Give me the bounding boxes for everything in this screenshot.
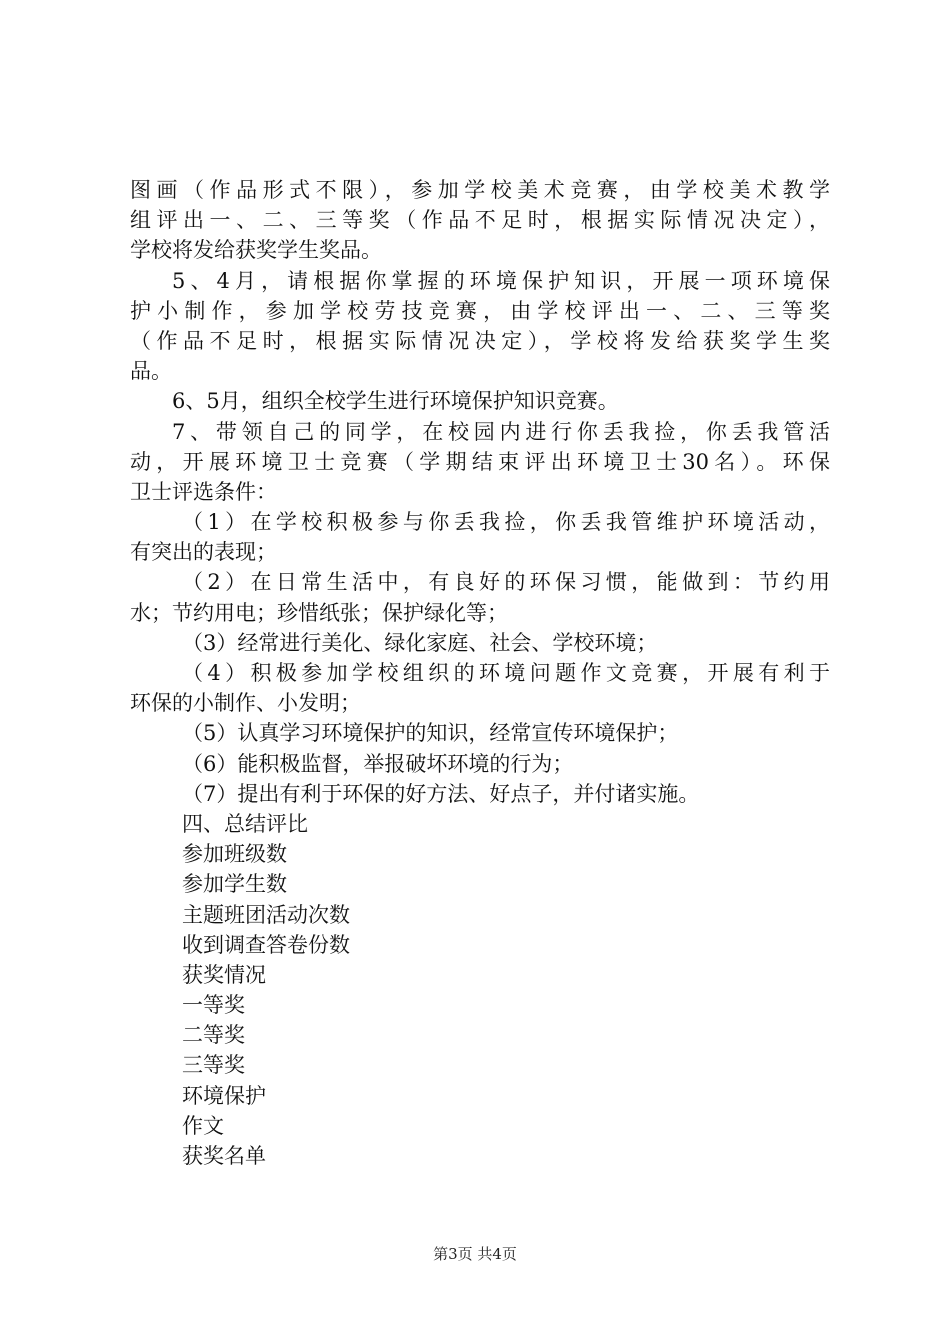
- criteria-item: （6）能积极监督，举报破坏环境的行为；: [182, 751, 574, 776]
- criteria-item: （3）经常进行美化、绿化家庭、社会、学校环境；: [182, 630, 658, 655]
- page-footer: 第3页 共4页: [433, 1245, 517, 1263]
- paragraph-line: （作品不足时，根据实际情况决定），学校将发给获奖学生奖: [130, 328, 830, 353]
- summary-item: 一等奖: [182, 993, 245, 1018]
- paragraph-line: 5、4月，请根据你掌握的环境保护知识，开展一项环境保: [172, 268, 830, 293]
- summary-item: 参加班级数: [182, 842, 287, 867]
- paragraph-line: 卫士评选条件：: [130, 479, 277, 504]
- summary-item: 二等奖: [182, 1023, 245, 1048]
- paragraph-line: 品。: [130, 359, 172, 384]
- paragraph-line: 学校将发给获奖学生奖品。: [130, 238, 382, 263]
- summary-item: 收到调查答卷份数: [182, 932, 350, 957]
- paragraph-line: 护小制作，参加学校劳技竞赛，由学校评出一、二、三等奖: [130, 298, 830, 323]
- paragraph-line: 6、5月，组织全校学生进行环境保护知识竞赛。: [172, 389, 619, 414]
- section-heading: 四、总结评比: [182, 811, 308, 836]
- paragraph-line: 图画（作品形式不限），参加学校美术竞赛，由学校美术教学: [130, 178, 830, 202]
- summary-item: 三等奖: [182, 1053, 245, 1078]
- summary-item: 获奖情况: [182, 962, 266, 987]
- summary-item: 环境保护: [182, 1083, 266, 1108]
- criteria-item: （5）认真学习环境保护的知识，经常宣传环境保护；: [182, 721, 679, 746]
- criteria-item: （2）在日常生活中，有良好的环保习惯，能做到：节约用: [182, 570, 830, 595]
- paragraph-line: 有突出的表现；: [130, 540, 277, 565]
- summary-item: 参加学生数: [182, 872, 287, 897]
- document-body: [130, 175, 830, 1171]
- summary-item: 获奖名单: [182, 1144, 266, 1168]
- summary-item: 作文: [182, 1113, 224, 1138]
- paragraph-line: 7、带领自己的同学，在校园内进行你丢我捡，你丢我管活: [172, 419, 830, 444]
- criteria-item: （1）在学校积极参与你丢我捡，你丢我管维护环境活动，: [182, 510, 830, 535]
- paragraph-line: 水；节约用电；珍惜纸张；保护绿化等；: [130, 600, 508, 625]
- paragraph-line: 组评出一、二、三等奖（作品不足时，根据实际情况决定），: [130, 208, 830, 233]
- summary-item: 主题班团活动次数: [182, 902, 350, 927]
- paragraph-line: 动，开展环境卫士竞赛（学期结束评出环境卫士30名）。环保: [130, 449, 830, 474]
- criteria-item: （4）积极参加学校组织的环境问题作文竞赛，开展有利于: [182, 661, 830, 685]
- paragraph-line: 环保的小制作、小发明；: [130, 691, 361, 716]
- criteria-item: （7）提出有利于环保的好方法、好点子，并付诸实施。: [182, 781, 700, 806]
